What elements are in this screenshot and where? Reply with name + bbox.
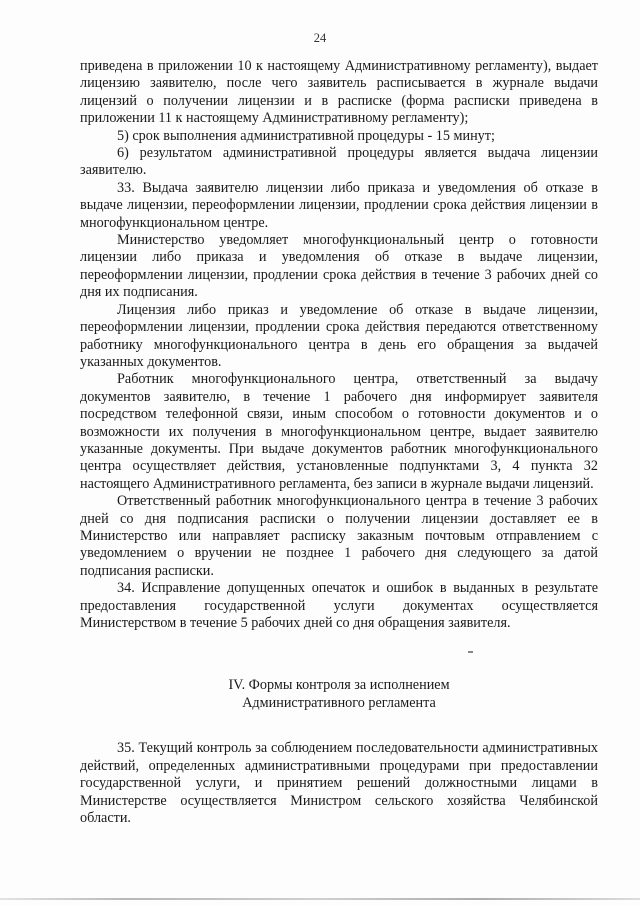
paragraph-ministry-notice: Министерство уведомляет многофункциональный центр о готовности лицензии либо приказа и уведомления об отказе в выдаче лицензии, переоформлении лицензии, продлении срока действия в течение 3 рабочих дней со дня их подписания.	[80, 232, 598, 301]
scan-artifact-mark	[468, 651, 473, 653]
paragraph-clause-34: 34. Исправление допущенных опечаток и ошибок в выданных в результате предоставления государственной услуги документах осуществляется Министерством в течение 5 рабочих дней со дня обращения заявителя.	[80, 580, 598, 631]
paragraph-clause-35: 35. Текущий контроль за соблюдением последовательности административных действий, определенных административными процедурами при предоставлении государственной услуги, и принятием решений должностными лицами в Министерстве осуществляется Министром сельского хозяйства Челябинской области.	[80, 740, 598, 827]
section-heading	[80, 676, 598, 712]
paragraph-continuation: приведена в приложении 10 к настоящему Административному регламенту), выдает лицензию заявителю, после чего заявитель расписывается в журнале выдачи лицензий о получении лицензии и в расписке (форма расписки приведена в приложении 11 к настоящему Административному регламенту);	[80, 58, 598, 127]
section-heading-line-2: Административного регламента	[242, 695, 436, 712]
scan-artifact-line	[0, 898, 640, 900]
section-heading-line-1: IV. Формы контроля за исполнением	[228, 677, 450, 694]
paragraph-item-5: 5) срок выполнения административной процедуры - 15 минут;	[117, 127, 495, 144]
document-body	[80, 58, 598, 827]
page-number: 24	[313, 31, 327, 45]
paragraph-responsible-worker: Ответственный работник многофункционального центра в течение 3 рабочих дней со дня подписания расписки о получении лицензии доставляет ее в Министерство или направляет расписку заказным почтовым отправлением с уведомлением о вручении не позднее 1 рабочего дня следующего за датой подписания расписки.	[80, 493, 598, 579]
paragraph-clause-33: 33. Выдача заявителю лицензии либо приказа и уведомления об отказе в выдаче лицензии, переоформлении лицензии, продлении срока действия лицензии в многофункциональном центре.	[80, 179, 598, 231]
paragraph-license-transfer: Лицензия либо приказ и уведомление об отказе в выдаче лицензии, переоформлении лицензии, продлении срока действия передаются ответственному работнику многофункционального центра в день его обращения за выдачей указанных документов.	[80, 301, 598, 370]
paragraph-item-6: 6) результатом административной процедуры является выдача лицензии заявителю.	[80, 145, 598, 179]
paragraph-mfc-worker: Работник многофункционального центра, ответственный за выдачу документов заявителю, в течение 1 рабочего дня информирует заявителя посредством телефонной связи, иным способом о готовности документов и о возможности их получения в многофункциональном центре, выдает заявителю указанные документы. При выдаче документов работник многофункционального центра осуществляет действия, установленные подпунктами 3, 4 пункта 32 настоящего Административного регламента, без записи в журнале выдачи лицензий.	[80, 371, 598, 492]
